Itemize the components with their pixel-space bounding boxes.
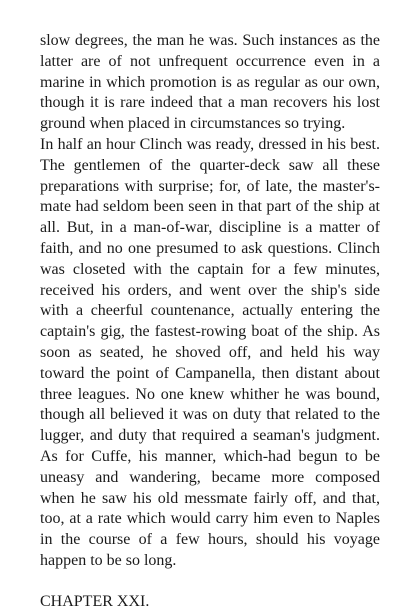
paragraph-2: In half an hour Clinch was ready, dressed in his best. The gentlemen of the quarter-deck saw all these preparations with surprise; for, of late, the master's-mate had seldom been seen in that part of the ship at all. But, in a man-of-war, discipline is a matter of faith, and no one presumed to ask questions. Clinch was closeted with the captain for a few minutes, received his orders, and went over the ship's side with a cheerful countenance, actually entering the captain's gig, the fastest-rowing boat of the ship. As soon as seated, he shoved off, and held his way toward the point of Campanella, then distant about three leagues. No one knew whither he was bound, though all believed it was on duty that related to the lugger, and duty that required a seaman's judgment. As for Cuffe, his manner, which-had begun to be uneasy and wandering, became more composed when he saw his old messmate fairly off, and that, too, at a rate which would carry him even to Naples in the course of a few hours, should his voyage happen to be so long.: [40, 135, 380, 569]
chapter-heading: CHAPTER XXI.: [40, 592, 150, 610]
paragraph-1: slow degrees, the man he was. Such instances as the latter are of not unfrequent occurrence even in a marine in which promotion is as regular as our own, though it is rare indeed that a man recovers his lost ground when placed in circumstances so trying.: [40, 32, 380, 133]
document-page: [40, 31, 380, 613]
